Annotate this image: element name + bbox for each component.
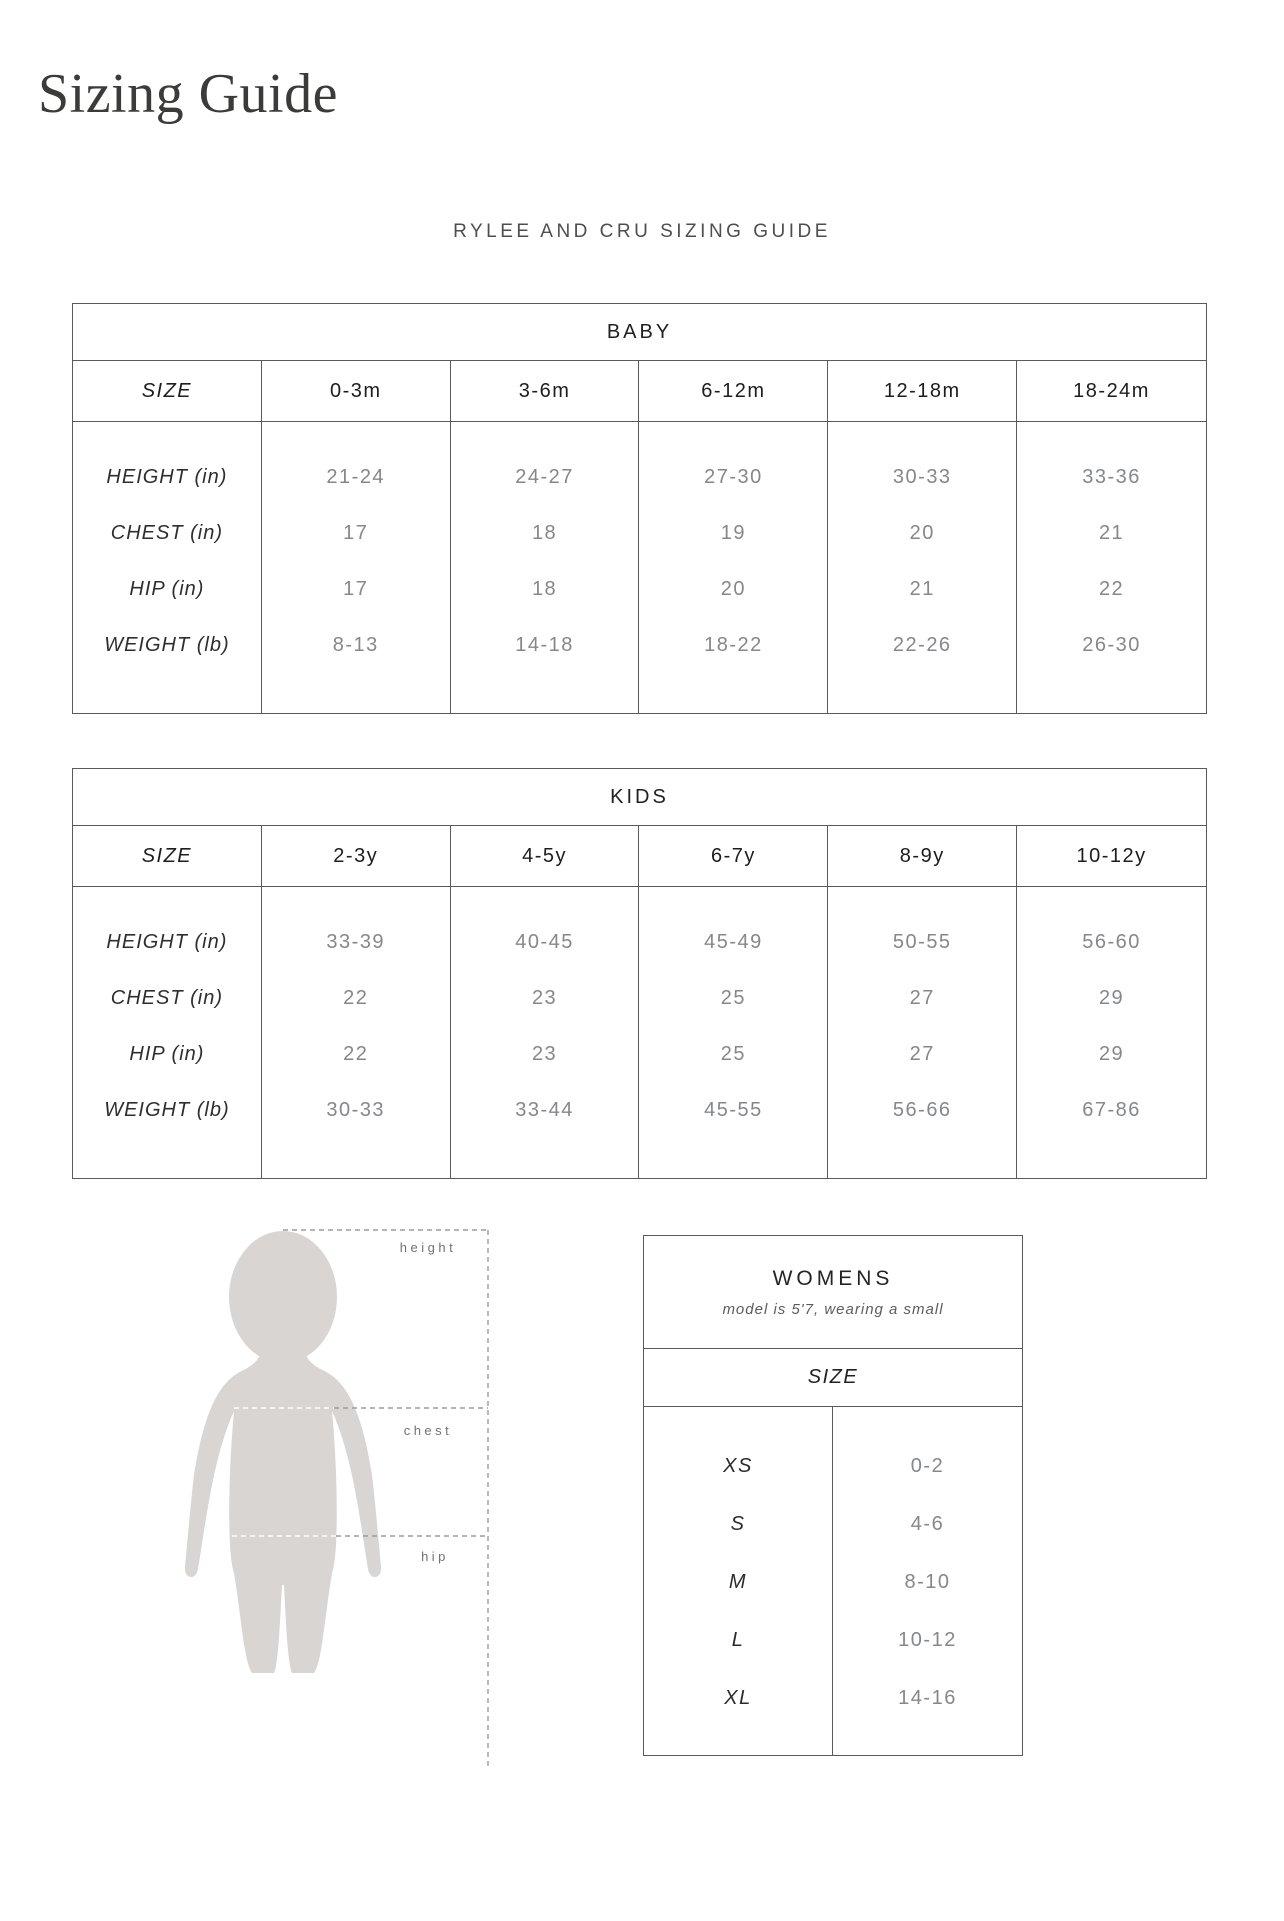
table-cell: 22-26 xyxy=(892,633,952,656)
value-column xyxy=(1017,887,1206,1178)
kids-header-row xyxy=(73,826,1206,887)
table-cell: 29 xyxy=(1098,1042,1125,1065)
table-cell: 14-18 xyxy=(515,633,574,656)
range-cell: 8-10 xyxy=(904,1570,951,1593)
table-cell: 23 xyxy=(531,1042,558,1065)
table-cell: 33-36 xyxy=(1082,465,1141,488)
table-cell: 27 xyxy=(909,986,935,1009)
table-cell: 45-49 xyxy=(704,930,763,953)
page-subtitle: RYLEE AND CRU SIZING GUIDE xyxy=(453,221,831,242)
womens-table-header xyxy=(644,1236,1022,1349)
baby-header-row xyxy=(73,361,1206,422)
size-column xyxy=(644,1407,833,1755)
value-column xyxy=(828,422,1017,713)
value-column xyxy=(451,887,640,1178)
table-cell: 56-66 xyxy=(892,1098,952,1121)
column-header-size: SIZE xyxy=(644,1349,1022,1407)
row-label: CHEST (in) xyxy=(110,986,224,1009)
value-column xyxy=(639,887,828,1178)
table-cell: 23 xyxy=(531,986,558,1009)
table-cell: 27-30 xyxy=(704,465,763,488)
row-label: CHEST (in) xyxy=(110,521,224,544)
column-header-size: SIZE xyxy=(73,826,262,886)
table-cell: 18 xyxy=(531,521,558,544)
column-header-size: SIZE xyxy=(73,361,262,421)
table-cell: 20 xyxy=(909,521,935,544)
column-header: 18-24m xyxy=(1073,379,1150,402)
body-measurement-diagram xyxy=(150,1215,520,1775)
value-column xyxy=(639,422,828,713)
table-cell: 22 xyxy=(343,1042,369,1065)
table-cell: 22 xyxy=(1098,577,1125,600)
baby-size-table xyxy=(72,303,1207,714)
table-cell: 29 xyxy=(1098,986,1125,1009)
table-cell: 19 xyxy=(720,521,747,544)
table-cell: 20 xyxy=(720,577,747,600)
measurement-label-hip: hip xyxy=(421,1549,449,1564)
table-cell: 25 xyxy=(720,1042,747,1065)
womens-size-table xyxy=(643,1235,1023,1756)
table-cell: 21-24 xyxy=(326,465,386,488)
kids-table-body xyxy=(73,887,1206,1178)
table-title: BABY xyxy=(73,304,1206,361)
column-header: 6-12m xyxy=(639,361,828,421)
value-column xyxy=(262,887,451,1178)
page-title: Sizing Guide xyxy=(38,63,338,125)
row-label: WEIGHT (lb) xyxy=(104,1098,230,1121)
table-cell: 33-39 xyxy=(326,930,386,953)
label-column xyxy=(73,887,262,1178)
table-cell: 18-22 xyxy=(704,633,763,656)
table-cell: 21 xyxy=(1098,521,1125,544)
table-cell: 22 xyxy=(343,986,369,1009)
table-cell: 40-45 xyxy=(515,930,574,953)
value-column xyxy=(451,422,640,713)
measurement-label-chest: chest xyxy=(403,1423,453,1438)
value-column xyxy=(1017,422,1206,713)
size-cell: S xyxy=(730,1512,746,1535)
table-cell: 30-33 xyxy=(892,465,952,488)
column-header: 8-9y xyxy=(828,826,1017,886)
row-label: WEIGHT (lb) xyxy=(104,633,230,656)
column-header: 2-3y xyxy=(262,826,451,886)
range-cell: 10-12 xyxy=(898,1628,957,1651)
child-silhouette xyxy=(185,1231,381,1673)
row-label: HIP (in) xyxy=(129,1042,205,1065)
table-cell: 33-44 xyxy=(515,1098,574,1121)
baby-table-body xyxy=(73,422,1206,713)
model-note: model is 5'7, wearing a small xyxy=(722,1300,944,1318)
table-title: KIDS xyxy=(73,769,1206,826)
table-cell: 26-30 xyxy=(1082,633,1141,656)
column-header: 6-7y xyxy=(639,826,828,886)
size-cell: XS xyxy=(723,1454,753,1477)
range-cell: 14-16 xyxy=(898,1686,957,1709)
kids-size-table xyxy=(72,768,1207,1179)
range-cell: 4-6 xyxy=(910,1512,945,1535)
row-label: HEIGHT (in) xyxy=(106,930,228,953)
table-cell: 17 xyxy=(343,521,369,544)
table-cell: 17 xyxy=(343,577,369,600)
table-cell: 50-55 xyxy=(892,930,952,953)
womens-table-body xyxy=(644,1407,1022,1755)
table-cell: 56-60 xyxy=(1082,930,1141,953)
range-cell: 0-2 xyxy=(910,1454,945,1477)
column-header: 0-3m xyxy=(262,361,451,421)
value-column xyxy=(262,422,451,713)
table-cell: 27 xyxy=(909,1042,935,1065)
table-cell: 24-27 xyxy=(515,465,574,488)
table-cell: 18 xyxy=(531,577,558,600)
column-header: 10-12y xyxy=(1076,844,1147,867)
table-cell: 21 xyxy=(909,577,935,600)
size-cell: M xyxy=(728,1570,748,1593)
table-title: WOMENS xyxy=(772,1266,894,1290)
table-cell: 25 xyxy=(720,986,747,1009)
table-cell: 67-86 xyxy=(1082,1098,1141,1121)
column-header: 4-5y xyxy=(451,826,640,886)
table-cell: 30-33 xyxy=(326,1098,386,1121)
measurement-label-height: height xyxy=(399,1240,457,1255)
table-cell: 8-13 xyxy=(332,633,379,656)
size-cell: XL xyxy=(724,1686,752,1709)
column-header: 3-6m xyxy=(451,361,640,421)
table-cell: 45-55 xyxy=(704,1098,763,1121)
column-header: 12-18m xyxy=(828,361,1017,421)
range-column xyxy=(833,1407,1022,1755)
value-column xyxy=(828,887,1017,1178)
label-column xyxy=(73,422,262,713)
row-label: HIP (in) xyxy=(129,577,205,600)
size-cell: L xyxy=(731,1628,745,1651)
row-label: HEIGHT (in) xyxy=(106,465,228,488)
